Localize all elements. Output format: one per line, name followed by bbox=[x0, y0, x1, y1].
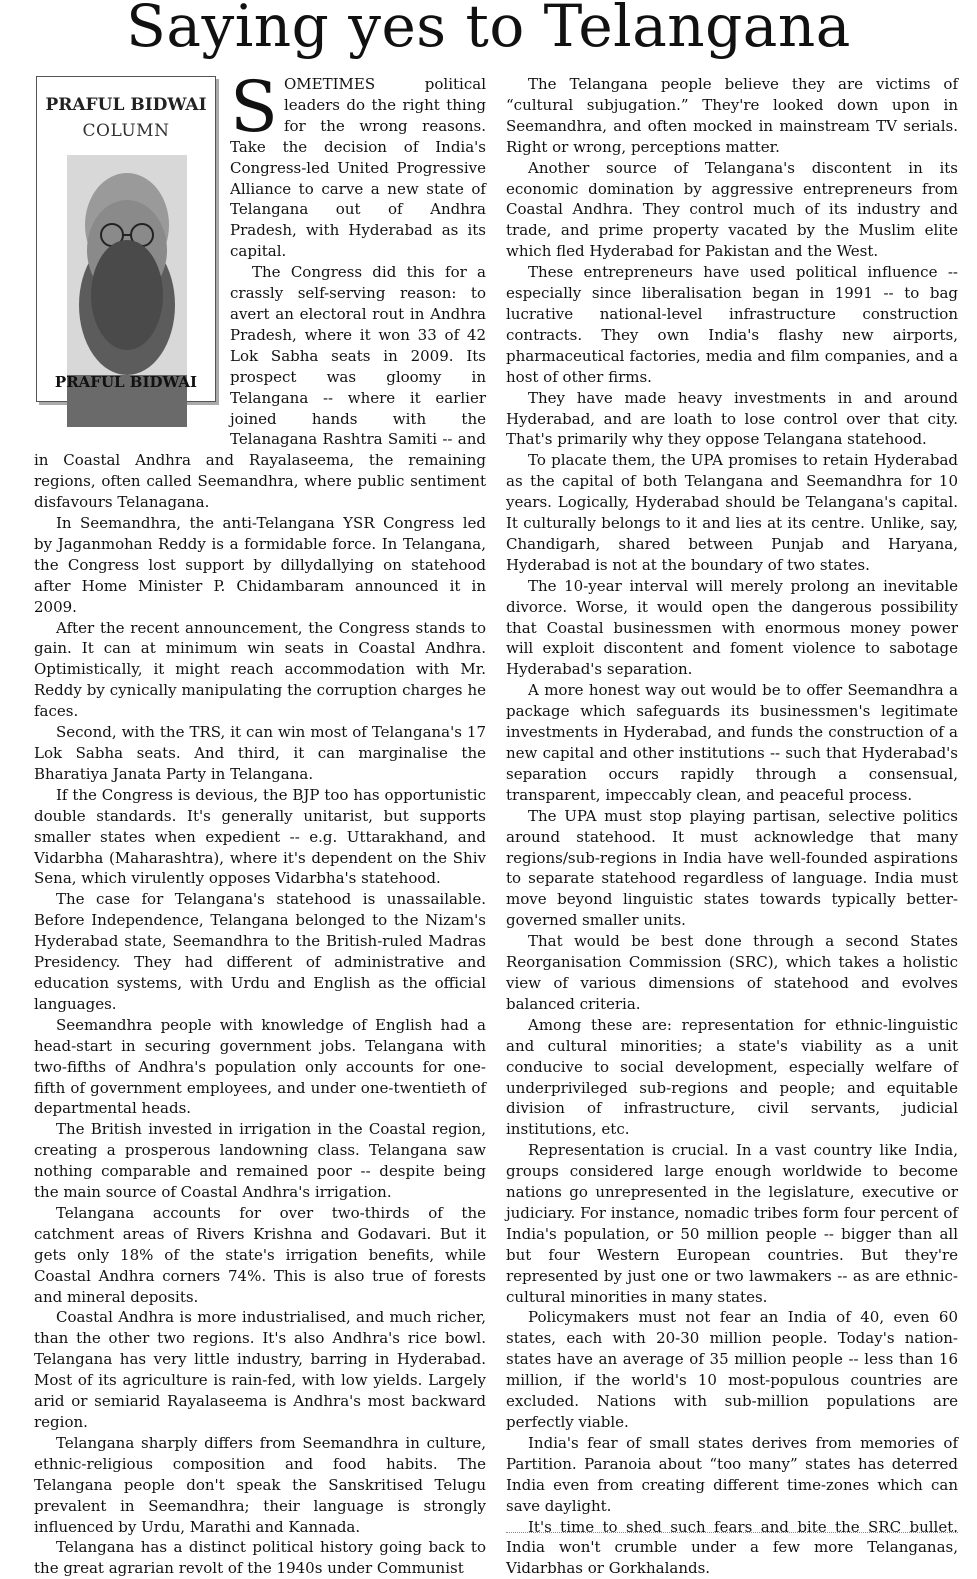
paragraph: Representation is crucial. In a vast country like India, groups considered large enough worldwide to become nations go unrepresented in the legislature, executive or judiciary. For instance, nomadic tribes form four percent of India's population, or 50 million people -- bigger than all but four Western European countries. But they're represented by just one or two lawmakers -- as are ethnic-cultural minorities in many states. bbox=[506, 1141, 958, 1306]
paragraph: SOMETIMES political leaders do the right thing for the wrong reasons. Take the decision of India's Congress-led United Progressive Alliance to carve a new state of Telangana out of Andhra Pradesh, with Hyderabad as its capital. bbox=[230, 66, 486, 261]
paragraph: Another source of Telangana's discontent in its economic domination by aggressive entrepreneurs from Coastal Andhra. They control much of its industry and trade, and prime property vacated by the Muslim elite which fled Hyderabad for Pakistan and the West. bbox=[506, 158, 958, 261]
photo-caption: PRAFUL BIDWAI bbox=[54, 373, 198, 391]
paragraph: The 10-year interval will merely prolong an inevitable divorce. Worse, it would open the dangerous possibility that Coastal businessmen with enormous money power will exploit discontent and foment violence to sabotage Hyderabad's separation. bbox=[506, 576, 958, 679]
paragraph: It's time to shed such fears and bite the SRC bullet. India won't crumble under a few more Telanganas, Vidarbhas or Gorkhalands. bbox=[506, 1517, 958, 1578]
paragraph: The case for Telangana's statehood is unassailable. Before Independence, Telangana belonged to the Nizam's Hyderabad state, Seemandhra to the British-ruled Madras Presidency. They had different of administrative and education systems, with Urdu and English as the official languages. bbox=[34, 890, 486, 1013]
paragraph: Second, with the TRS, it can win most of Telangana's 17 Lok Sabha seats. And third, it can marginalise the Bharatiya Janata Party in Telangana. bbox=[34, 723, 486, 783]
paragraph: Telangana accounts for over two-thirds of the catchment areas of Rivers Krishna and Godavari. But it gets only 18% of the state's irrigation benefits, while Coastal Andhra corners 74%. This is also true of forests and mineral deposits. bbox=[34, 1203, 486, 1306]
column-label: COLUMN bbox=[82, 121, 170, 141]
drop-cap: S bbox=[230, 66, 278, 148]
column-right bbox=[506, 74, 958, 1579]
paragraph: The Congress did this for a crassly self-serving reason: to avert an electoral rout in Andhra Pradesh, where it won 33 of 42 Lok Sabha seats in 2009. Its prospect was gloomy in Telangana -- where it earlier joined hands with the Telanagana Rashtra Samiti -- and in Coastal Andhra and Rayalaseema, the remaining regions, often called Seemandhra, where public sentiment disfavours Telanagana. bbox=[34, 263, 486, 512]
paragraph: Telangana has a distinct political history going back to the great agrarian revolt of the 1940s under Communist bbox=[34, 1538, 486, 1578]
paragraph: If the Congress is devious, the BJP too has opportunistic double standards. It's generally unitarist, but supports smaller states when expedient -- e.g. Uttarakhand, and Vidarbha (Maharashtra), where it's dependent on the Shiv Sena, which virulently opposes Vidarbha's statehood. bbox=[34, 785, 486, 888]
paragraph: Seemandhra people with knowledge of English had a head-start in securing government jobs. Telangana with two-fifths of Andhra's population only accounts for one-fifth of government employees, and under one-twentieth of departmental heads. bbox=[34, 1015, 486, 1118]
paragraph: To placate them, the UPA promises to retain Hyderabad as the capital of both Telangana and Seemandhra for 10 years. Logically, Hyderabad should be Telangana's capital. It culturally belongs to it and lies at its centre. Unlike, say, Chandigarh, shared between Punjab and Haryana, Hyderabad is not at the boundary of two states. bbox=[506, 451, 958, 574]
paragraph: These entrepreneurs have used political influence -- especially since liberalisation began in 1991 -- to bag lucrative national-level infrastructure construction contracts. They own India's flashy new airports, pharmaceutical factories, media and film companies, and a host of other firms. bbox=[506, 263, 958, 386]
paragraph: A more honest way out would be to offer Seemandhra a package which safeguards its businessmen's legitimate investments in Hyderabad, and funds the construction of a new capital and other institutions -- such that Hyderabad's separation occurs rapidly through a consensual, transparent, impeccably clean, and peaceful process. bbox=[506, 681, 958, 804]
paragraph: The Telangana people believe they are victims of “cultural subjugation.” They're looked down upon in Seemandhra, and often mocked in mainstream TV serials. Right or wrong, perceptions matter. bbox=[506, 75, 958, 156]
paragraph: Coastal Andhra is more industrialised, and much richer, than the other two regions. It's also Andhra's rice bowl. Telangana has very little industry, barring in Hyderabad. Most of its agriculture is rain-fed, with low yields. Largely arid or semiarid Rayalaseema is Andhra's most backward region. bbox=[34, 1308, 486, 1431]
paragraph: The British invested in irrigation in the Coastal region, creating a prosperous landowning class. Telangana saw nothing comparable and remained poor -- despite being the main source of Coastal Andhra's irrigation. bbox=[34, 1120, 486, 1202]
paragraph: In Seemandhra, the anti-Telangana YSR Congress led by Jaganmohan Reddy is a formidable force. In Telangana, the Congress lost support by dillydallying on statehood after Home Minister P. Chidambaram announced it in 2009. bbox=[34, 514, 486, 616]
headline: Saying yes to Telangana bbox=[126, 0, 851, 60]
paragraph: They have made heavy investments in and around Hyderabad, and are loath to lose control over that city. That's primarily why they oppose Telangana statehood. bbox=[506, 388, 958, 449]
paragraph: Telangana sharply differs from Seemandhra in culture, ethnic-religious composition and food habits. The Telangana people don't speak the Sanskritised Telugu prevalent in Seemandhra; their language is strongly influenced by Urdu, Marathi and Kannada. bbox=[34, 1433, 486, 1536]
paragraph: That would be best done through a second States Reorganisation Commission (SRC), which takes a holistic view of various dimensions of statehood and evolves balanced criteria. bbox=[506, 932, 958, 1013]
paragraph: The UPA must stop playing partisan, selective politics around statehood. It must acknowledge that many regions/sub-regions in India have well-founded aspirations to separate statehood regardless of language. India must move beyond linguistic states towards typically better-governed smaller units. bbox=[506, 806, 958, 930]
paragraph: Policymakers must not fear an India of 40, even 60 states, each with 20-30 million people. Today's nation-states have an average of 35 million people -- less than 16 million, if the world's 10 most-populous countries are excluded. Nations with sub-million populations are perfectly viable. bbox=[506, 1308, 958, 1431]
paragraph: Among these are: representation for ethnic-linguistic and cultural minorities; a state's viability as a unit conducive to social development, especially welfare of underprivileged sub-regions and people; and equitable division of infrastructure, civil servants, judicial institutions, etc. bbox=[506, 1015, 958, 1139]
paragraph: India's fear of small states derives from memories of Partition. Paranoia about “too many” states has deterred India even from creating different time-zones which can save daylight. bbox=[506, 1433, 958, 1515]
end-rule bbox=[506, 1532, 958, 1533]
paragraph: After the recent announcement, the Congress stands to gain. It can at minimum win seats in Coastal Andhra. Optimistically, it might reach accommodation with Mr. Reddy by cynically manipulating the corruption charges he faces. bbox=[34, 618, 486, 721]
column-left bbox=[34, 66, 486, 1579]
columnist-name: PRAFUL BIDWAI bbox=[45, 95, 207, 115]
